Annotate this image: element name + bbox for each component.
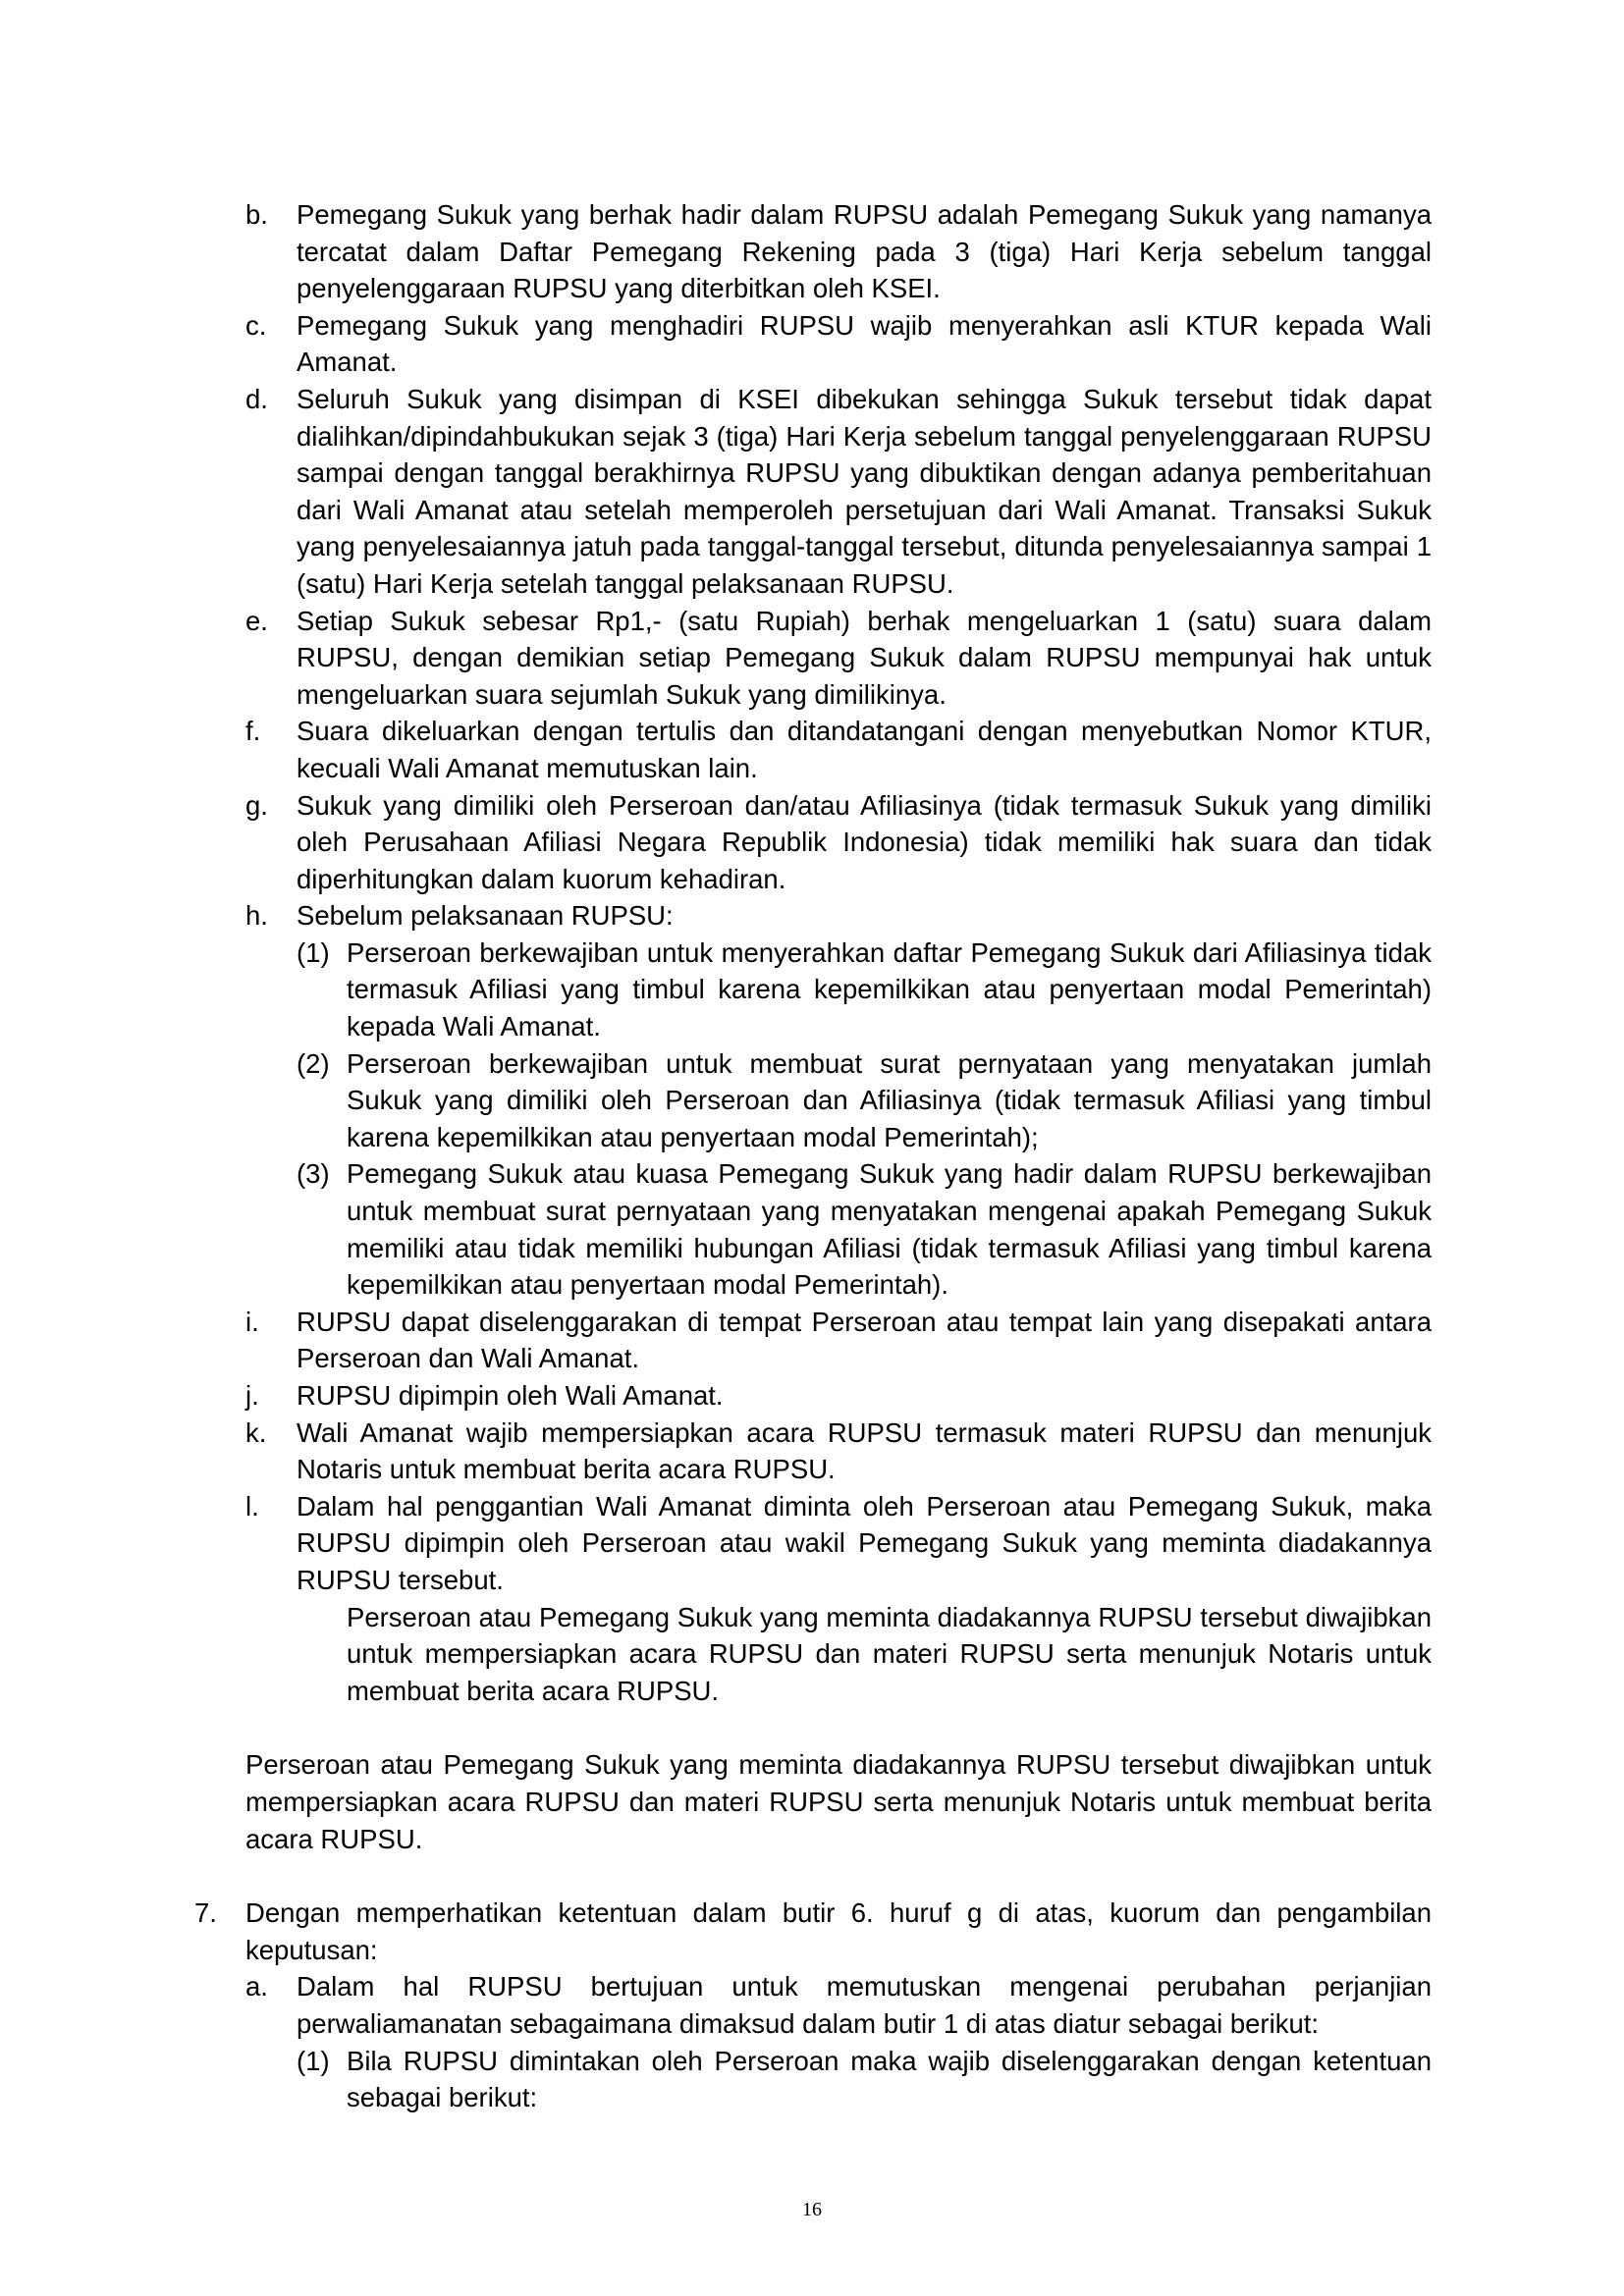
sublist-label: (1)	[297, 936, 330, 968]
list-text: Seluruh Sukuk yang disimpan di KSEI dibekukan sehingga Sukuk tersebut tidak dapat dialihkan/dipindahbukukan sejak 3 (tiga) Hari Kerja sebelum tanggal penyelenggaraan RUPSU sampai dengan tanggal berakhirnya RUPSU yang dibuktikan dengan adanya pemberitahuan dari Wali Amanat atau setelah memperoleh persetujuan dari Wali Amanat. Transaksi Sukuk yang penyelesaiannya jatuh pada tanggal-tanggal tersebut, ditunda penyelesaiannya sampai 1 (satu) Hari Kerja setelah tanggal pelaksanaan RUPSU.	[297, 383, 1432, 599]
section-7-item-a	[245, 1968, 1432, 2042]
list-item-h	[245, 897, 1432, 934]
section-number: 7.	[194, 1897, 217, 1929]
list-label: c.	[245, 309, 267, 341]
list-text: Pemegang Sukuk yang menghadiri RUPSU wajib menyerahkan asli KTUR kepada Wali Amanat.	[297, 309, 1432, 378]
sublist-text: Perseroan berkewajiban untuk menyerahkan daftar Pemegang Sukuk dari Afiliasinya tidak termasuk Afiliasi yang timbul karena kepemilkikan atau penyertaan modal Pemerintah) kepada Wali Amanat.	[347, 936, 1432, 1042]
sublist-text: Pemegang Sukuk atau kuasa Pemegang Sukuk yang hadir dalam RUPSU berkewajiban untuk membuat surat pernyataan yang menyatakan mengenai apakah Pemegang Sukuk memiliki atau tidak memiliki hubungan Afiliasi (tidak termasuk Afiliasi yang timbul karena kepemilkikan atau penyertaan modal Pemerintah).	[347, 1158, 1432, 1301]
list-label: d.	[245, 383, 268, 414]
list-item-d	[245, 381, 1432, 603]
list-item-f	[245, 713, 1432, 786]
list-text: Sebelum pelaksanaan RUPSU:	[297, 900, 674, 932]
list-label: l.	[245, 1490, 259, 1522]
list-text: RUPSU dipimpin oleh Wali Amanat.	[297, 1380, 724, 1411]
page-number: 16	[802, 2199, 822, 2220]
list-item-b	[245, 196, 1432, 307]
list-text: Setiap Sukuk sebesar Rp1,- (satu Rupiah) berhak mengeluarkan 1 (satu) suara dalam RUPSU, dengan demikian setiap Pemegang Sukuk dalam RUPSU mempunyai hak untuk mengeluarkan suara sejumlah Sukuk yang dimilikinya.	[297, 605, 1432, 710]
body-paragraph: Perseroan atau Pemegang Sukuk yang meminta diadakannya RUPSU tersebut diwajibkan untuk mempersiapkan acara RUPSU dan materi RUPSU serta menunjuk Notaris untuk membuat berita acara RUPSU.	[245, 1749, 1432, 1854]
list-text: Suara dikeluarkan dengan tertulis dan ditandatangani dengan menyebutkan Nomor KTUR, kecuali Wali Amanat memutuskan lain.	[297, 716, 1432, 783]
list-label: k.	[245, 1416, 267, 1448]
list-text: Dalam hal RUPSU bertujuan untuk memutuskan mengenai perubahan perjanjian perwaliamanatan sebagaimana dimaksud dalam butir 1 di atas diatur sebagai berikut:	[297, 1971, 1432, 2039]
list-label: i.	[245, 1306, 259, 1337]
sublist-item-2	[297, 1045, 1432, 1156]
h-sublist	[297, 934, 1432, 1304]
list-label: g.	[245, 789, 268, 821]
page-content	[194, 196, 1432, 2116]
list-text: Pemegang Sukuk yang berhak hadir dalam RUPSU adalah Pemegang Sukuk yang namanya tercatat dalam Daftar Pemegang Rekening pada 3 (tiga) Hari Kerja sebelum tanggal penyelenggaraan RUPSU yang diterbitkan oleh KSEI.	[297, 199, 1432, 304]
sublist-label: (3)	[297, 1158, 330, 1190]
list-label: j.	[245, 1380, 259, 1411]
a-sublist	[297, 2043, 1432, 2116]
sublist-item-3	[297, 1155, 1432, 1303]
sublist-item-1	[297, 2043, 1432, 2116]
list-item-i	[245, 1304, 1432, 1377]
item-l-continuation: Perseroan atau Pemegang Sukuk yang meminta diadakannya RUPSU tersebut diwajibkan untuk mempersiapkan acara RUPSU dan materi RUPSU serta menunjuk Notaris untuk membuat berita acara RUPSU.	[347, 1601, 1432, 1706]
list-label: f.	[245, 716, 261, 747]
list-item-j	[245, 1377, 1432, 1415]
list-item-l	[245, 1488, 1432, 1599]
section-text: Dengan memperhatikan ketentuan dalam butir 6. huruf g di atas, kuorum dan pengambilan keputusan:	[245, 1897, 1432, 1965]
list-label: h.	[245, 900, 268, 932]
sublist-label: (2)	[297, 1047, 330, 1079]
sublist-text: Bila RUPSU dimintakan oleh Perseroan maka wajib diselenggarakan dengan ketentuan sebagai berikut:	[347, 2045, 1432, 2113]
list-text: Dalam hal penggantian Wali Amanat diminta oleh Perseroan atau Pemegang Sukuk, maka RUPSU dipimpin oleh Perseroan atau wakil Pemegang Sukuk yang meminta diadakannya RUPSU tersebut.	[297, 1490, 1432, 1595]
list-label: a.	[245, 1971, 268, 2002]
list-item-g	[245, 787, 1432, 898]
list-label: b.	[245, 199, 268, 230]
sublist-item-1	[297, 934, 1432, 1045]
list-label: e.	[245, 605, 268, 636]
sublist-text: Perseroan berkewajiban untuk membuat surat pernyataan yang menyatakan jumlah Sukuk yang dimiliki oleh Perseroan dan Afiliasinya (tidak termasuk Afiliasi yang timbul karena kepemilkikan atau penyertaan modal Pemerintah);	[347, 1047, 1432, 1152]
list-text: RUPSU dapat diselenggarakan di tempat Perseroan atau tempat lain yang disepakati antara Perseroan dan Wali Amanat.	[297, 1306, 1432, 1374]
section-7	[194, 1895, 1432, 1968]
list-text: Sukuk yang dimiliki oleh Perseroan dan/atau Afiliasinya (tidak termasuk Sukuk yang dimiliki oleh Perusahaan Afiliasi Negara Republik Indonesia) tidak memiliki hak suara dan tidak diperhitungkan dalam kuorum kehadiran.	[297, 789, 1432, 894]
list-item-e	[245, 603, 1432, 714]
sublist-label: (1)	[297, 2045, 330, 2076]
list-item-c	[245, 307, 1432, 381]
list-text: Wali Amanat wajib mempersiapkan acara RUPSU termasuk materi RUPSU dan menunjuk Notaris untuk membuat berita acara RUPSU.	[297, 1416, 1432, 1485]
list-item-k	[245, 1415, 1432, 1488]
